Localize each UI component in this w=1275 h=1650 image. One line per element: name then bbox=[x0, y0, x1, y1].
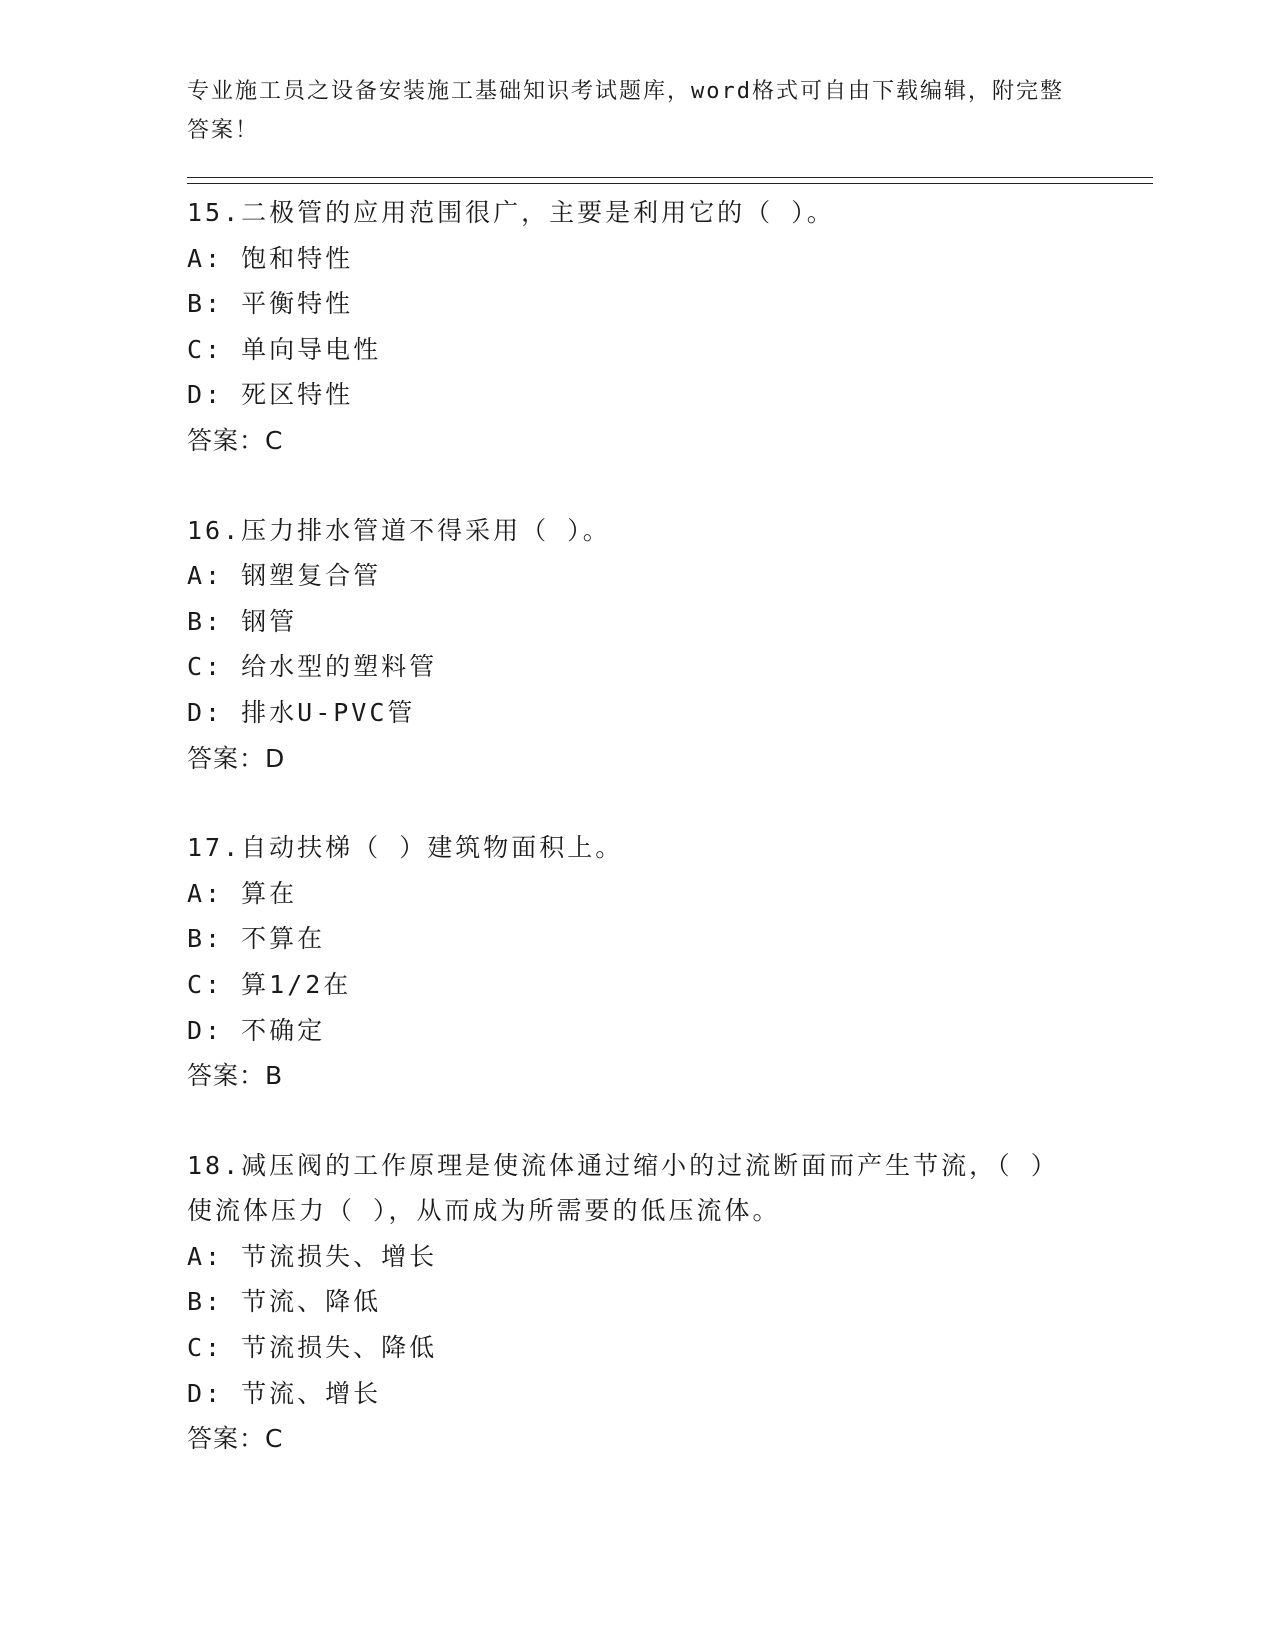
option-b: B: 节流、降低 bbox=[187, 1287, 382, 1317]
option-b: B: 不算在 bbox=[187, 924, 326, 954]
question-list bbox=[187, 190, 1087, 1506]
option-a: A: 节流损失、增长 bbox=[187, 1241, 438, 1271]
option-a: A: 钢塑复合管 bbox=[187, 561, 382, 591]
header-divider-top bbox=[187, 177, 1153, 178]
question-stem: 15.二极管的应用范围很广，主要是利用它的（ ）。 bbox=[187, 198, 835, 227]
question-15 bbox=[187, 190, 1087, 464]
answer-line: 答案：B bbox=[187, 1061, 284, 1091]
option-b: B: 钢管 bbox=[187, 606, 298, 636]
option-d: D: 死区特性 bbox=[187, 380, 354, 410]
option-d: D: 排水U-PVC管 bbox=[187, 697, 416, 727]
option-c: C: 算1/2在 bbox=[187, 969, 352, 999]
option-c: C: 给水型的塑料管 bbox=[187, 652, 438, 682]
option-b: B: 平衡特性 bbox=[187, 289, 354, 319]
question-17 bbox=[187, 825, 1087, 1099]
option-c: C: 节流损失、降低 bbox=[187, 1333, 438, 1363]
header-divider-bottom bbox=[187, 183, 1153, 184]
option-a: A: 算在 bbox=[187, 878, 298, 908]
question-stem: 16.压力排水管道不得采用（ ）。 bbox=[187, 515, 611, 545]
answer-line: 答案：C bbox=[187, 425, 284, 455]
question-16 bbox=[187, 508, 1087, 782]
document-header bbox=[187, 72, 1067, 150]
question-stem: 17.自动扶梯（ ）建筑物面积上。 bbox=[187, 833, 624, 863]
option-c: C: 单向导电性 bbox=[187, 334, 382, 364]
question-stem: 18.减压阀的工作原理是使流体通过缩小的过流断面而产生节流，（ ）使流体压力（ ），从而成为所需要的低压流体。 bbox=[187, 1150, 1059, 1226]
option-a: A: 饱和特性 bbox=[187, 243, 354, 273]
option-d: D: 节流、增长 bbox=[187, 1378, 382, 1408]
option-d: D: 不确定 bbox=[187, 1015, 326, 1045]
question-18 bbox=[187, 1143, 1087, 1462]
answer-line: 答案：C bbox=[187, 1424, 284, 1454]
header-title: 专业施工员之设备安装施工基础知识考试题库，word格式可自由下载编辑，附完整答案！ bbox=[187, 79, 1064, 143]
answer-line: 答案：D bbox=[187, 743, 286, 773]
